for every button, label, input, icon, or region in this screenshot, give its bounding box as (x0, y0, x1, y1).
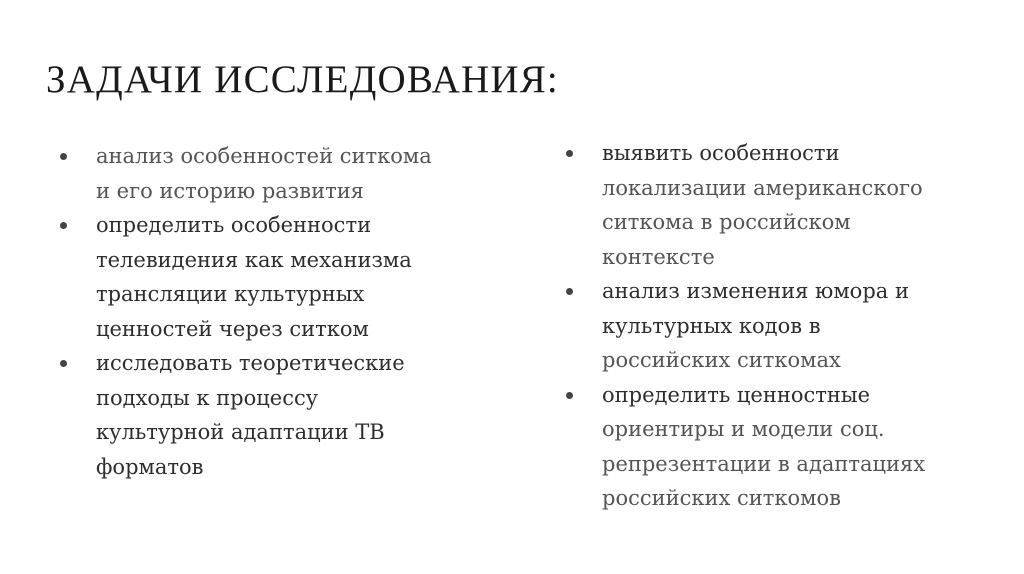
text-line: форматов (96, 454, 204, 479)
list-item-text (96, 346, 480, 484)
text-line: выявить особенности (602, 141, 840, 165)
list-item-text (96, 208, 480, 346)
list-item (566, 378, 986, 516)
list-item-text (602, 274, 986, 378)
text-line: культурной адаптации ТВ (96, 420, 385, 444)
text-line: локализации американского (602, 175, 923, 200)
text-line: российских ситкомах (602, 348, 841, 372)
list-item (60, 208, 480, 346)
text-line: телевидения как механизма (96, 247, 412, 272)
right-task-list (566, 136, 986, 516)
bullet-icon (566, 150, 573, 157)
text-line: трансляции культурных (96, 282, 365, 306)
text-line: культурных кодов в (602, 313, 821, 338)
text-line: определить ценностные (602, 382, 871, 407)
list-item (60, 346, 480, 484)
list-item (566, 274, 986, 378)
text-line: подходы к процессу (96, 385, 319, 410)
text-line: анализ изменения юмора и (602, 279, 909, 303)
bullet-icon (60, 222, 67, 229)
text-line: контексте (602, 244, 715, 269)
text-line: российских ситкомов (602, 486, 841, 510)
bullet-icon (566, 288, 573, 295)
bullet-icon (566, 392, 573, 399)
text-line: репрезентации в адаптациях (602, 451, 926, 476)
text-line: анализ особенностей ситкома (96, 144, 432, 168)
list-item (566, 136, 986, 274)
text-line: ценностей через ситком (96, 316, 369, 341)
list-item (60, 139, 480, 208)
bullet-icon (60, 153, 67, 160)
text-line: ориентиры и модели соц. (602, 417, 885, 441)
text-line: ситкома в российском (602, 210, 851, 234)
text-line: исследовать теоретические (96, 351, 405, 375)
bullet-icon (60, 360, 67, 367)
list-item-text (602, 378, 986, 516)
slide-title: ЗАДАЧИ ИССЛЕДОВАНИЯ: (46, 58, 559, 101)
text-line: и его историю развития (96, 178, 364, 203)
list-item-text (602, 136, 986, 274)
list-item-text (96, 139, 480, 208)
text-line: определить особенности (96, 213, 372, 237)
left-task-list (60, 139, 480, 484)
